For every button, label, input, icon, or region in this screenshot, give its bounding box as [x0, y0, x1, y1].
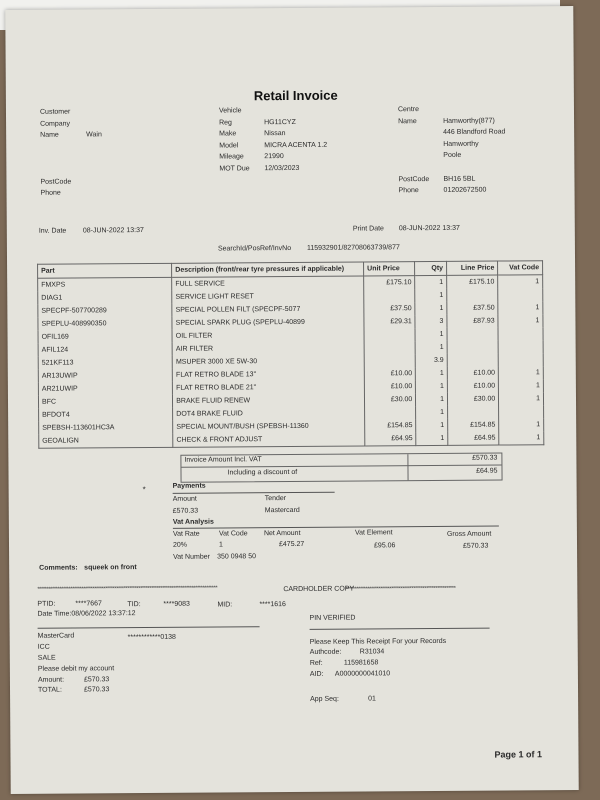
vat-rate-label: Vat Rate	[172, 530, 200, 538]
page-number: Page 1 of 1	[494, 749, 543, 760]
page-title: Retail Invoice	[253, 87, 338, 104]
receipt-amount-label: Amount:	[37, 676, 65, 684]
qty-cell: 1	[416, 367, 448, 380]
line-price-cell: £10.00	[447, 380, 498, 393]
vat-code-cell: 1	[499, 392, 544, 405]
mileage-label: Mileage	[219, 153, 244, 161]
unit-price-cell	[364, 354, 415, 367]
qty-cell: 1	[416, 419, 448, 432]
col-qty: Qty	[415, 261, 447, 275]
receipt-amount-value: £570.33	[83, 676, 110, 684]
vat-code-cell: 1	[498, 275, 543, 289]
mot-value: 12/03/2023	[264, 164, 300, 173]
table-row	[39, 431, 544, 448]
totals-box	[180, 453, 502, 483]
part-cell: FMXPS	[38, 277, 172, 291]
part-cell: OFIL169	[38, 330, 172, 344]
part-cell: AFIL124	[38, 343, 172, 357]
centre-name-label: Name	[398, 118, 417, 126]
vat-code-value: 1	[218, 541, 223, 549]
comments-value: squeek on front	[84, 564, 137, 572]
reg-value: HG11CYZ	[264, 118, 296, 127]
receipt-total-label: TOTAL:	[37, 686, 62, 694]
vat-rate-value: 20%	[172, 541, 188, 549]
part-cell: 521KF113	[38, 356, 172, 370]
name-label: Name	[40, 131, 59, 139]
part-cell: BFC	[38, 395, 172, 409]
receipt-datetime: Date Time:08/06/2022 13:37:12	[37, 610, 136, 618]
centre-label: Centre	[397, 106, 420, 114]
description-cell: SPECIAL MOUNT/BUSH (SPEBSH-11360	[173, 419, 365, 433]
authcode-label: Authcode:	[309, 648, 342, 656]
vat-number-label: Vat Number	[173, 553, 210, 561]
payments-heading: Payments	[172, 482, 206, 490]
centre-address-line2: Hamworthy	[443, 140, 479, 148]
mid-value: ****1616	[259, 601, 286, 609]
description-cell: FLAT RETRO BLADE 21"	[173, 380, 365, 394]
vat-code-cell: 1	[499, 379, 544, 392]
items-table	[37, 260, 544, 449]
ref-label: Ref:	[309, 659, 323, 667]
vat-code-cell: 1	[498, 314, 543, 327]
centre-postcode-label: PostCode	[398, 176, 430, 184]
vehicle-label: Vehicle	[218, 107, 242, 115]
description-cell: SPECIAL SPARK PLUG (SPEPLU-40899	[172, 315, 364, 329]
description-cell: CHECK & FRONT ADJUST	[173, 432, 365, 447]
pin-verified: PIN VERIFIED	[309, 614, 356, 622]
unit-price-cell: £29.31	[364, 315, 415, 328]
asterisk-mark: *	[142, 485, 146, 495]
part-cell: SPEBSH-113601HC3A	[39, 421, 173, 435]
vat-code-cell: 1	[499, 418, 544, 431]
unit-price-cell: £175.10	[364, 276, 415, 290]
line-price-cell: £175.10	[447, 275, 498, 289]
qty-cell: 1	[416, 393, 448, 406]
qty-cell: 1	[415, 328, 447, 341]
centre-postcode: BH16 5BL	[443, 175, 476, 183]
unit-price-cell	[364, 289, 415, 302]
receipt-dots-right: ************************************************************	[345, 585, 456, 593]
unit-price-cell	[364, 328, 415, 341]
description-cell: SPECIAL POLLEN FILT (SPECPF-5077	[172, 302, 364, 316]
customer-name: Wain	[86, 131, 102, 139]
col-unit-price: Unit Price	[364, 262, 415, 276]
vat-code-cell: 1	[498, 301, 543, 314]
qty-cell: 1	[415, 341, 447, 354]
gross-amount-value: £570.33	[463, 542, 489, 550]
centre-address-line3: Poole	[443, 151, 462, 159]
unit-price-cell: £64.95	[365, 432, 416, 446]
app-seq-label: App Seq:	[310, 695, 339, 703]
part-cell: SPECPF-507700289	[38, 304, 172, 318]
col-vat-code: Vat Code	[498, 261, 543, 275]
receipt-rule-left	[38, 626, 260, 629]
aid-label: AID:	[309, 670, 324, 678]
tender-label: Tender	[264, 495, 287, 503]
col-line-price: Line Price	[447, 261, 498, 275]
qty-cell: 1	[415, 302, 447, 315]
vat-code-cell	[499, 405, 544, 418]
centre-address-line1: 446 Blandford Road	[443, 128, 506, 136]
centre-phone-label: Phone	[398, 187, 419, 195]
unit-price-cell	[364, 341, 415, 354]
line-price-cell	[447, 289, 498, 302]
vat-code-label: Vat Code	[218, 530, 248, 538]
mot-label: MOT Due	[219, 165, 250, 173]
centre-phone: 01202672500	[443, 186, 487, 194]
description-cell: BRAKE FLUID RENEW	[173, 393, 365, 407]
line-price-cell: £30.00	[447, 393, 498, 406]
col-part: Part	[38, 263, 172, 278]
receipt-total-value: £570.33	[83, 686, 110, 694]
mileage-value: 21990	[264, 153, 284, 161]
inv-date-label: Inv. Date	[38, 227, 67, 235]
centre-name: Hamworthy(877)	[443, 117, 495, 125]
make-label: Make	[219, 130, 237, 138]
unit-price-cell	[365, 406, 416, 419]
description-cell: AIR FILTER	[172, 341, 364, 355]
description-cell: FLAT RETRO BLADE 13"	[172, 367, 364, 381]
description-cell: MSUPER 3000 XE 5W-30	[172, 354, 364, 368]
qty-cell: 1	[416, 406, 448, 419]
description-cell: SERVICE LIGHT RESET	[172, 289, 364, 303]
print-date-label: Print Date	[352, 225, 384, 233]
ref-value: 115981658	[343, 659, 379, 667]
card-label: MasterCard	[37, 632, 75, 640]
sale-label: SALE	[37, 654, 56, 662]
ptid-value: ****7667	[75, 600, 102, 608]
inv-date-value: 08-JUN-2022 13:37	[82, 227, 144, 235]
model-value: MICRA ACENTA 1.2	[264, 141, 328, 150]
qty-cell: 3	[415, 315, 447, 328]
search-ref-label: SearchId/PosRef/InvNo	[217, 245, 292, 253]
comments-label: Comments:	[39, 564, 78, 572]
discount-label: Including a discount of	[227, 468, 298, 477]
customer-postcode-label: PostCode	[40, 178, 72, 186]
app-seq-value: 01	[368, 695, 376, 703]
col-description: Description (front/rear tyre pressures if applicable)	[172, 262, 364, 277]
receipt-banner: CARDHOLDER COPY	[283, 585, 355, 594]
part-cell: AR21UWIP	[38, 382, 172, 396]
payments-rule	[173, 492, 335, 494]
unit-price-cell: £10.00	[364, 367, 415, 380]
unit-price-cell: £154.85	[365, 419, 416, 432]
description-cell: OIL FILTER	[172, 328, 364, 342]
unit-price-cell: £37.50	[364, 302, 415, 315]
tender-value: Mastercard	[264, 506, 300, 515]
line-price-cell: £10.00	[447, 367, 498, 380]
description-cell: DOT4 BRAKE FLUID	[173, 406, 365, 420]
print-date-value: 08-JUN-2022 13:37	[398, 224, 460, 233]
vat-number-value: 350 0948 50	[217, 553, 257, 561]
vat-code-cell	[498, 340, 543, 353]
part-cell: AR13UWIP	[38, 369, 172, 383]
card-number: ************0138	[127, 633, 176, 642]
debit-text: Please debit my account	[37, 665, 115, 673]
tid-label: TID:	[127, 601, 141, 609]
model-label: Model	[219, 142, 239, 150]
unit-price-cell: £10.00	[364, 380, 415, 393]
invoice-sheet	[5, 6, 578, 794]
make-value: Nissan	[264, 130, 286, 138]
discount-value: £64.95	[476, 467, 498, 475]
part-cell: BFDOT4	[39, 408, 173, 422]
search-ref-value: 115932901/82708063739/877	[306, 244, 400, 252]
vat-code-cell	[498, 353, 543, 366]
customer-label: Customer	[39, 108, 71, 116]
ptid-label: PTID:	[37, 600, 56, 608]
qty-cell: 1	[416, 432, 448, 446]
mid-label: MID:	[217, 601, 233, 609]
vat-element-value: £95.06	[373, 542, 396, 550]
tid-value: ****9083	[163, 600, 190, 608]
net-amount-value: £475.27	[278, 540, 305, 549]
line-price-cell: £37.50	[447, 302, 498, 315]
icc-label: ICC	[37, 643, 50, 651]
line-price-cell: £154.85	[448, 419, 499, 432]
line-price-cell	[447, 341, 498, 354]
qty-cell: 3.9	[416, 354, 448, 367]
vat-code-cell: 1	[499, 431, 544, 445]
part-cell: GEOALIGN	[39, 434, 173, 448]
part-cell: DIAG1	[38, 291, 172, 305]
gross-amount-label: Gross Amount	[446, 530, 492, 538]
line-price-cell	[447, 328, 498, 341]
vat-code-cell	[498, 327, 543, 340]
receipt-rule-right	[310, 628, 490, 630]
customer-phone-label: Phone	[40, 189, 61, 197]
line-price-cell	[448, 406, 499, 419]
keep-receipt-text: Please Keep This Receipt For your Records	[309, 637, 447, 646]
unit-price-cell: £30.00	[365, 393, 416, 406]
reg-label: Reg	[219, 119, 232, 127]
authcode-value: R31034	[359, 648, 385, 656]
aid-value: A0000000041010	[334, 670, 391, 678]
payment-amount-label: Amount	[172, 495, 197, 503]
payment-amount-value: £570.33	[172, 507, 199, 515]
qty-cell: 1	[415, 289, 447, 302]
total-value: £570.33	[472, 454, 498, 462]
vat-code-cell	[498, 288, 543, 301]
description-cell: FULL SERVICE	[172, 276, 364, 291]
net-amount-label: Net Amount	[263, 529, 301, 538]
vat-code-cell: 1	[499, 366, 544, 379]
qty-cell: 1	[415, 275, 447, 289]
company-label: Company	[40, 120, 71, 128]
receipt-dots-left: **************************************************************************************************	[37, 585, 218, 593]
vat-heading: Vat Analysis	[172, 518, 214, 526]
line-price-cell	[447, 354, 498, 367]
line-price-cell: £87.93	[447, 315, 498, 328]
line-price-cell: £64.95	[448, 432, 499, 446]
total-label: Invoice Amount Incl. VAT	[184, 456, 262, 464]
vat-rule	[173, 526, 499, 529]
vat-element-label: Vat Element	[354, 529, 393, 537]
qty-cell: 1	[416, 380, 448, 393]
part-cell: SPEPLU-408990350	[38, 317, 172, 331]
